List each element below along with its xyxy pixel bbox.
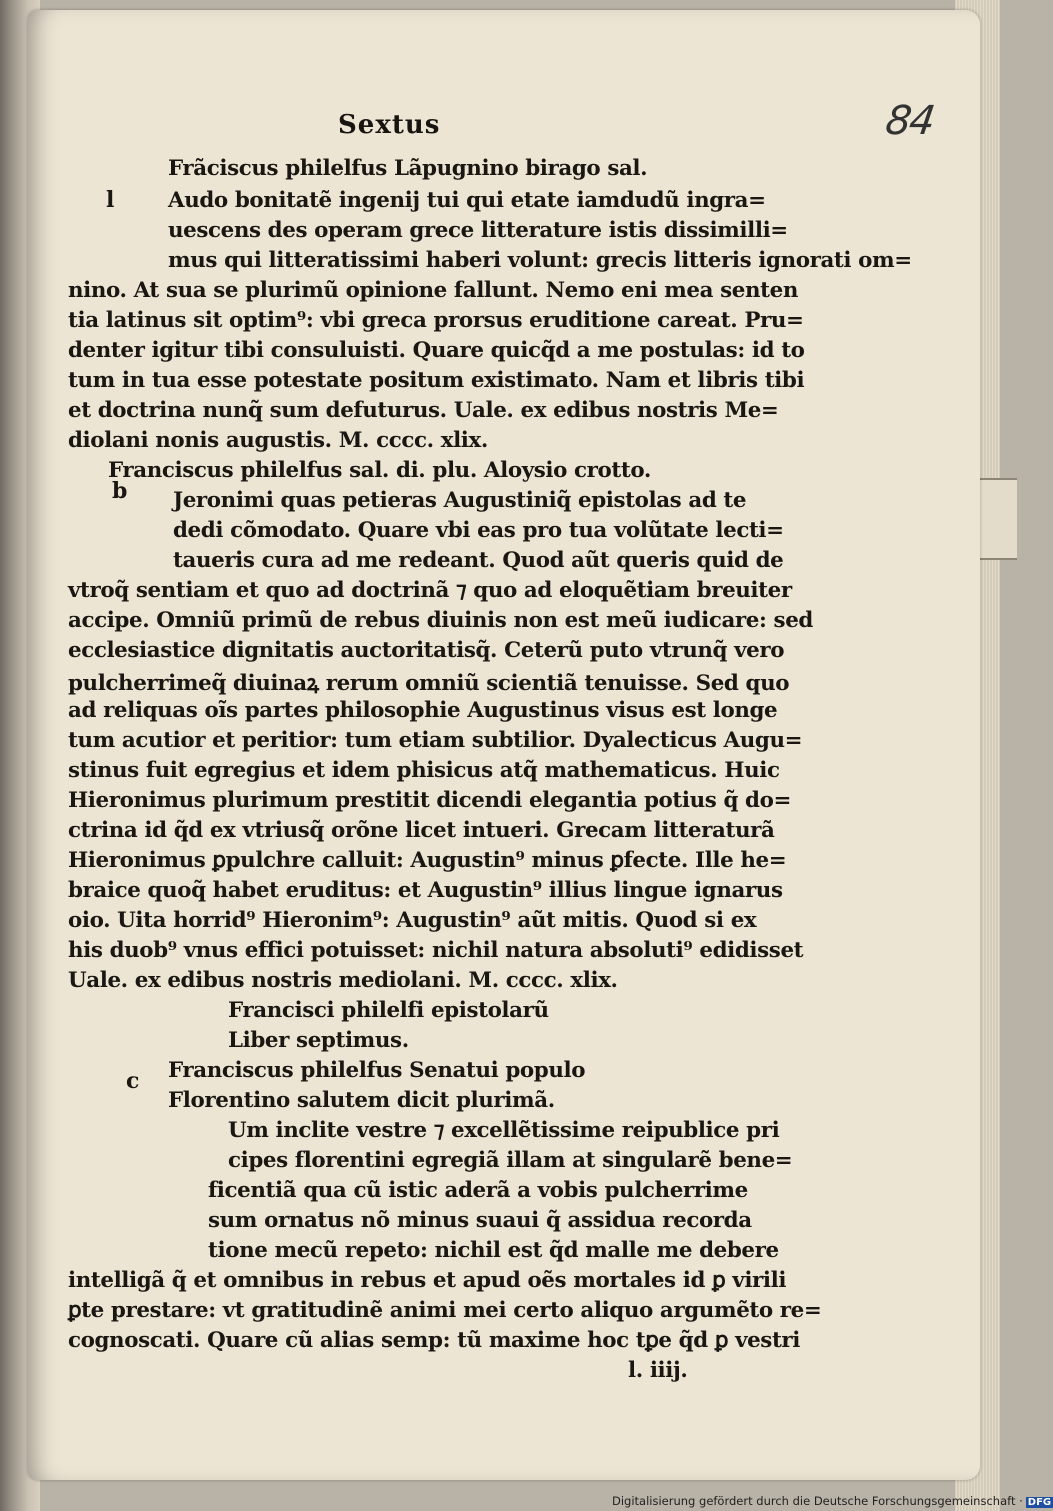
text-line: his duob⁹ vnus effici potuisset: nichil natura absoluti⁹ edidisset bbox=[68, 938, 804, 963]
dfg-logo: DFG bbox=[1027, 1497, 1052, 1508]
text-line: pulcherrimeq̃ diuinaꝝ rerum omniũ scientiã tenuisse. Sed quo bbox=[68, 671, 790, 696]
text-line: cipes florentini egregiã illam at singularẽ bene= bbox=[228, 1148, 793, 1173]
text-line: taueris cura ad me redeant. Quod aũt queris quid de bbox=[173, 548, 784, 573]
guide-letter: l bbox=[106, 187, 115, 213]
signature-mark: l. iiij. bbox=[628, 1358, 688, 1383]
text-line: Um inclite vestre ⁊ excellẽtissime reipublice pri bbox=[228, 1118, 780, 1143]
text-line: tia latinus sit optim⁹: vbi greca prorsus eruditione careat. Pru= bbox=[68, 308, 804, 333]
folio-number: 84 bbox=[882, 98, 937, 144]
text-line: ficentiã qua cũ istic aderã a vobis pulcherrime bbox=[208, 1178, 748, 1203]
text-line: ad reliquas oĩs partes philosophie Augustinus visus est longe bbox=[68, 698, 778, 723]
text-line: Hieronimus plurimum prestitit dicendi elegantia potius q̃ do= bbox=[68, 788, 792, 813]
text-line: tum acutior et peritior: tum etiam subtilior. Dyalecticus Augu= bbox=[68, 728, 803, 753]
text-line: mus qui litteratissimi haberi volunt: grecis litteris ignorati om= bbox=[168, 248, 912, 273]
text-line: Franciscus philelfus sal. di. plu. Aloysio crotto. bbox=[108, 458, 651, 483]
text-line: braice quoq̃ habet eruditus: et Augustin⁹ illius lingue ignarus bbox=[68, 878, 783, 903]
credit-text: Digitalisierung gefördert durch die Deutsche Forschungsgemeinschaft · bbox=[612, 1494, 1023, 1508]
guide-letter: c bbox=[126, 1068, 140, 1094]
text-line: tione mecũ repeto: nichil est q̃d malle me debere bbox=[208, 1238, 779, 1263]
text-line: denter igitur tibi consuluisti. Quare quicq̃d a me postulas: id to bbox=[68, 338, 805, 363]
text-line: nino. At sua se plurimũ opinione fallunt. Nemo eni mea senten bbox=[68, 278, 798, 303]
text-line: intelligã q̃ et omnibus in rebus et apud oẽs mortales id ꝑ virili bbox=[68, 1268, 787, 1293]
text-line: Uale. ex edibus nostris mediolani. M. cccc. xlix. bbox=[68, 968, 618, 993]
text-line: stinus fuit egregius et idem phisicus atq̃ mathematicus. Huic bbox=[68, 758, 780, 783]
guide-letter: b bbox=[112, 478, 128, 504]
text-line: Frãciscus philelfus Lãpugnino birago sal. bbox=[168, 156, 648, 181]
text-line: uescens des operam grece litterature istis dissimilli= bbox=[168, 218, 788, 243]
text-line: tum in tua esse potestate positum existimato. Nam et libris tibi bbox=[68, 368, 805, 393]
text-line: ꝑte prestare: vt gratitudinẽ animi mei certo aliquo argumẽto re= bbox=[68, 1298, 822, 1323]
text-line: accipe. Omniũ primũ de rebus diuinis non est meũ iudicare: sed bbox=[68, 608, 813, 633]
digitization-credit bbox=[612, 1494, 1053, 1508]
text-line: Jeronimi quas petieras Augustiniq̃ epistolas ad te bbox=[173, 488, 747, 513]
text-line: oio. Uita horrid⁹ Hieronim⁹: Augustin⁹ aũt mitis. Quod si ex bbox=[68, 908, 757, 933]
text-line: ctrina id q̃d ex vtriusq̃ orõne licet intueri. Grecam litteraturã bbox=[68, 818, 775, 843]
running-header: Sextus bbox=[338, 110, 441, 140]
text-line: diolani nonis augustis. M. cccc. xlix. bbox=[68, 428, 488, 453]
text-line: dedi cõmodato. Quare vbi eas pro tua volũtate lecti= bbox=[173, 518, 784, 543]
book-page bbox=[28, 10, 980, 1480]
text-line: Franciscus philelfus Senatui populo bbox=[168, 1058, 586, 1083]
text-line: Francisci philelfi epistolarũ bbox=[228, 998, 549, 1023]
text-line: Florentino salutem dicit plurimã. bbox=[168, 1088, 555, 1113]
text-line: cognoscati. Quare cũ alias semp: tũ maxime hoc tꝑe q̃d ꝑ vestri bbox=[68, 1328, 801, 1353]
text-line: sum ornatus nõ minus suaui q̃ assidua recorda bbox=[208, 1208, 752, 1233]
text-line: Liber septimus. bbox=[228, 1028, 409, 1053]
text-line: ecclesiastice dignitatis auctoritatisq̃. Ceterũ puto vtrunq̃ vero bbox=[68, 638, 785, 663]
text-line: vtroq̃ sentiam et quo ad doctrinã ⁊ quo ad eloquẽtiam breuiter bbox=[68, 578, 792, 603]
text-line: Hieronimus ꝑpulchre calluit: Augustin⁹ minus ꝑfecte. Ille he= bbox=[68, 848, 787, 873]
text-line: et doctrina nunq̃ sum defuturus. Uale. ex edibus nostris Me= bbox=[68, 398, 779, 423]
text-line: Audo bonitatẽ ingenij tui qui etate iamdudũ ingra= bbox=[168, 188, 766, 213]
